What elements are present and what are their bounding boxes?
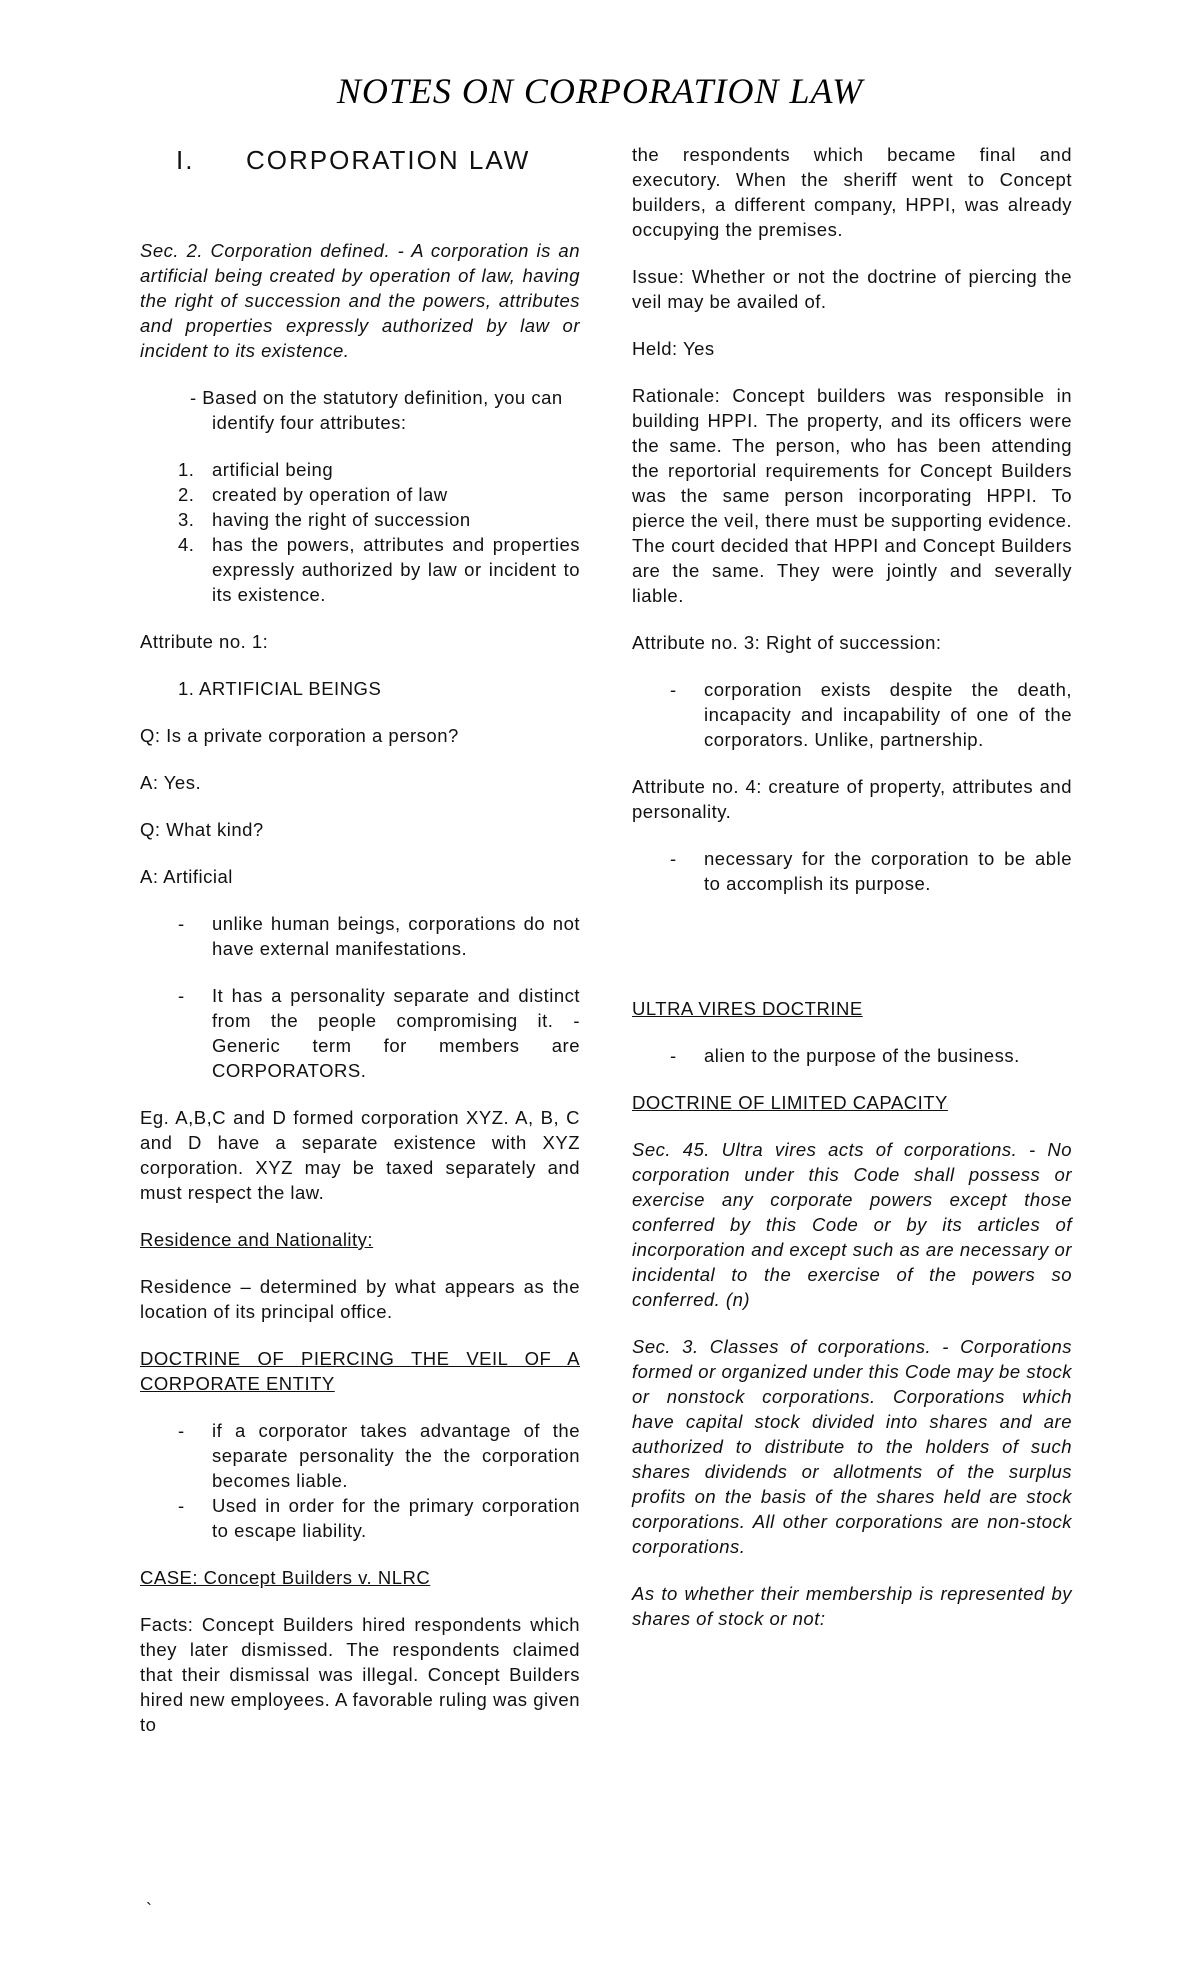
list-item: 2. created by operation of law xyxy=(178,484,448,505)
case-issue: Issue: Whether or not the doctrine of piercing the veil may be availed of. xyxy=(632,266,1072,312)
attribute-1-label: Attribute no. 1: xyxy=(140,631,269,652)
attribute-3-label: Attribute no. 3: Right of succession: xyxy=(632,632,942,653)
attributes-list xyxy=(140,457,580,607)
artificial-points xyxy=(140,911,580,1083)
ultra-vires-points xyxy=(632,1043,1072,1068)
list-item: - corporation exists despite the death, incapacity and incapability of one of the corporators. Unlike, partnership. xyxy=(670,679,1072,750)
case-rationale: Rationale: Concept builders was responsible in building HPPI. The property, and its officers were the same. The person, who has been attending the reportorial requirements for Concept Builders was the same person incorporating HPPI. To pierce the veil, there must be supporting evidence. The court decided that HPPI and Concept Builders are the same. They were jointly and severally liable. xyxy=(632,385,1072,606)
answer-1: A: Yes. xyxy=(140,772,202,793)
list-item: 3. having the right of succession xyxy=(178,509,471,530)
list-item: - necessary for the corporation to be able to accomplish its purpose. xyxy=(670,848,1072,894)
case-heading: CASE: Concept Builders v. NLRC xyxy=(140,1567,431,1588)
attribute-1-heading: 1. ARTIFICIAL BEINGS xyxy=(178,678,382,699)
list-item: - alien to the purpose of the business. xyxy=(670,1045,1020,1066)
list-item: - Used in order for the primary corporation to escape liability. xyxy=(178,1495,580,1541)
case-held: Held: Yes xyxy=(632,338,715,359)
residence-text: Residence – determined by what appears as the location of its principal office. xyxy=(140,1276,580,1322)
based-on-note: - Based on the statutory definition, you can identify four attributes: xyxy=(190,387,563,433)
membership-text: As to whether their membership is represented by shares of stock or not: xyxy=(632,1583,1072,1629)
footer-mark: ` xyxy=(146,1900,152,1920)
case-facts: Facts: Concept Builders hired respondents which they later dismissed. The respondents claimed that their dismissal was illegal. Concept Builders hired new employees. A favorable ruling was given to xyxy=(140,1614,580,1735)
question-1: Q: Is a private corporation a person? xyxy=(140,725,459,746)
piercing-points xyxy=(140,1418,580,1543)
residence-heading: Residence and Nationality: xyxy=(140,1229,374,1250)
example-paragraph: Eg. A,B,C and D formed corporation XYZ. A, B, C and D have a separate existence with XYZ corporation. XYZ may be taxed separately and must respect the law. xyxy=(140,1107,580,1203)
attribute-4-points xyxy=(632,846,1072,896)
ultra-vires-heading: ULTRA VIRES DOCTRINE xyxy=(632,998,863,1019)
list-item: - unlike human beings, corporations do not have external manifestations. xyxy=(178,913,580,959)
limited-capacity-heading: DOCTRINE OF LIMITED CAPACITY xyxy=(632,1092,948,1113)
list-item: - if a corporator takes advantage of the separate personality the the corporation becomes liable. xyxy=(178,1420,580,1491)
list-item: 1. artificial being xyxy=(178,459,334,480)
attribute-3-points xyxy=(632,677,1072,752)
sec2-definition: Sec. 2. Corporation defined. - A corporation is an artificial being created by operation of law, having the right of succession and the powers, attributes and properties expressly authorized by law or incident to its existence. xyxy=(140,240,580,361)
right-column xyxy=(632,142,1072,1653)
section-heading xyxy=(176,144,580,176)
list-item: 4. has the powers, attributes and properties expressly authorized by law or incident to its existence. xyxy=(178,534,580,605)
sec3-text: Sec. 3. Classes of corporations. - Corporations formed or organized under this Code may be stock or nonstock corporations. Corporations which have capital stock divided into shares and are authorized to distribute to the holders of such shares dividends or allotments of the surplus profits on the basis of the shares held are stock corporations. All other corporations are non-stock corporations. xyxy=(632,1336,1072,1557)
sec45-text: Sec. 45. Ultra vires acts of corporations. - No corporation under this Code shall possess or exercise any corporate powers except those conferred by this Code or by its articles of incorporation and except such as are necessary or incidental to the exercise of the powers so conferred. (n) xyxy=(632,1139,1072,1310)
attribute-4-label: Attribute no. 4: creature of property, attributes and personality. xyxy=(632,776,1072,822)
list-item: - It has a personality separate and distinct from the people compromising it. - Generic term for members are CORPORATORS. xyxy=(178,985,580,1081)
case-facts-continued: the respondents which became final and executory. When the sheriff went to Concept builders, a different company, HPPI, was already occupying the premises. xyxy=(632,144,1072,240)
section-heading-text: CORPORATION LAW xyxy=(246,145,531,175)
piercing-heading: DOCTRINE OF PIERCING THE VEIL OF A CORPORATE ENTITY xyxy=(140,1348,580,1394)
answer-2: A: Artificial xyxy=(140,866,233,887)
section-number: I. xyxy=(176,145,195,175)
page-title: NOTES ON CORPORATION LAW xyxy=(336,71,864,111)
left-column xyxy=(140,136,580,1759)
question-2: Q: What kind? xyxy=(140,819,264,840)
